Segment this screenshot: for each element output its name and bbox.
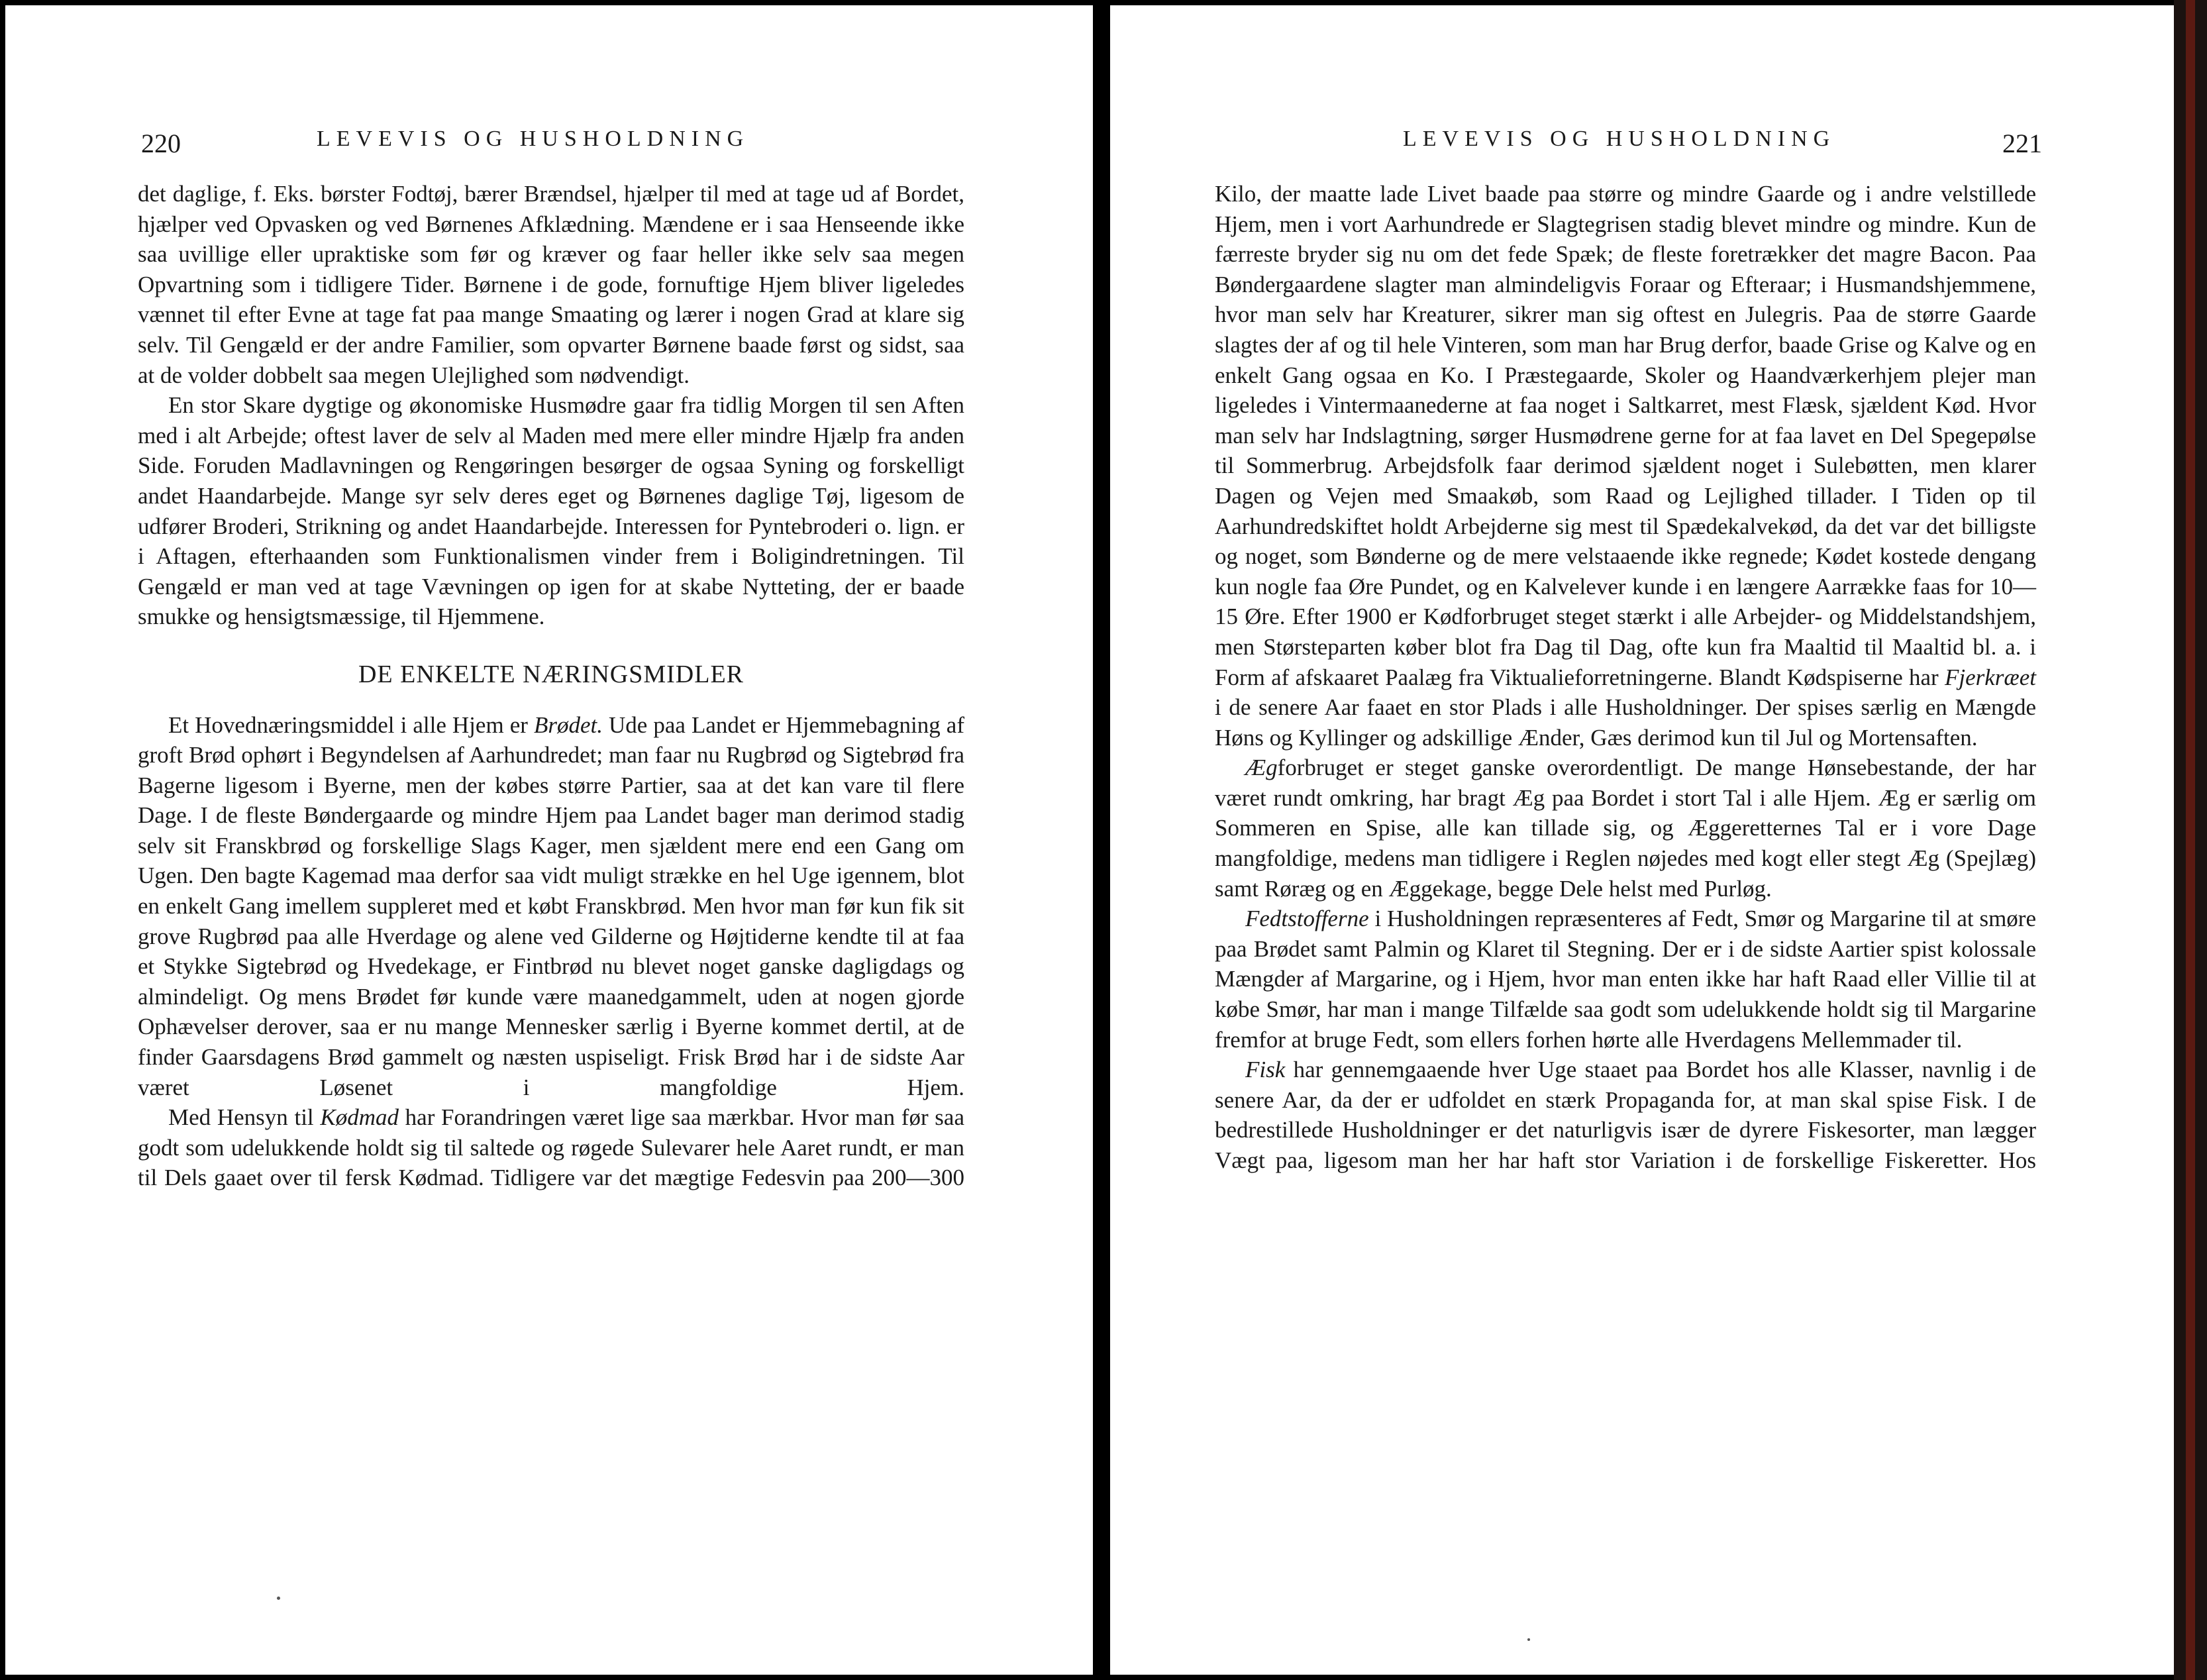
paragraph-4-body: har Forandringen været lige saa mærkbar. Hvor man før saa godt som udelukkende holdt sig til saltede og røgede Sulevarer hele Aaret rundt, er man til Dels gaaet over til fersk Kødmad. Tidligere var det mægtige Fedesvin paa 200—300 bbox=[138, 1104, 964, 1191]
page-number-right: 221 bbox=[2002, 129, 2042, 158]
paragraph-2-body: forbruget er steget ganske overordentligt. De mange Hønsebestande, der har været rundt omkring, har bragt Æg paa Bordet i stort Tal i alle Hjem. Æg er særlig om Sommeren en Spise, alle kan tillade sig, og Æggeretternes Tal er i vore Dage mangfoldige, medens man tidligere i Reglen nøjedes med kogt eller stegt Æg (Spejlæg) samt Røræg og en Æggekage, begge Dele helst med Purløg. bbox=[1215, 755, 2036, 902]
running-head-left: LEVEVIS OG HUSHOLDNING bbox=[317, 127, 750, 151]
paragraph-3-lead: Et Hovednæringsmiddel i alle Hjem er bbox=[168, 711, 534, 738]
paragraph-3-body: Ude paa Landet er Hjemmebagning af groft Brød ophørt i Begyndelsen af Aarhundredet; man faar nu Rugbrød og Sigtebrød fra Bagerne ligesom i Byerne, men der købes større Partier, saa at det kan vare til flere Dage. I de fleste Bøndergaarde og mindre Hjem paa Landet bager man derimod stadig selv sit Franskbrød og forskellige Slags Kager, men sjældent mere end een Gang om Ugen. Den bagte Kagemad maa derfor saa vidt muligt strække en hel Uge igennem, blot en enkelt Gang imellem suppleret med et købt Franskbrød. Men hvor man før kun fik sit grove Rugbrød paa alle Hverdage og alene ved Gilderne og Højtiderne kendte til at faa et Stykke Sigtebrød og Hvedekage, er Fintbrød nu blevet noget ganske dagligdags og almindeligt. Og mens Brødet før kunde være maanedgammelt, uden at nogen gjorde Ophævelser derover, saa er nu mange Mennesker særlig i Byerne kommet dertil, at de finder Gaarsdagens Brød gammelt og næsten uspiseligt. Frisk Brød har i de sidste Aar været Løsenet i mangfoldige Hjem. bbox=[138, 711, 964, 1100]
paragraph-2 bbox=[1215, 753, 2036, 904]
right-page-body bbox=[1215, 179, 2036, 1176]
paragraph-2: En stor Skare dygtige og økonomiske Husmødre gaar fra tidlig Morgen til sen Aften med i alt Arbejde; oftest laver de selv al Maden med mere eller mindre Hjælp fra anden Side. Foruden Madlavningen og Rengøringen besørger de ogsaa Syning og forskelligt andet Haandarbejde. Mange syr selv deres eget og Børnenes daglige Tøj, ligesom de udfører Broderi, Strikning og andet Haandarbejde. Interessen for Pyntebroderi o. lign. er i Aftagen, efterhaanden som Funktionalismen vinder frem i Boligindretningen. Til Gengæld er man ved at tage Vævningen op igen for at skabe Nytteting, der er baade smukke og hensigtsmæssige, til Hjemmene. bbox=[138, 392, 964, 630]
paragraph-1-emphasis: Fjerkræet bbox=[1944, 664, 2036, 690]
paper-speck bbox=[277, 1597, 280, 1600]
paragraph-1 bbox=[1215, 179, 2036, 753]
paragraph-3 bbox=[138, 710, 964, 1103]
paragraph-4 bbox=[1215, 1055, 2036, 1175]
paragraph-3-emphasis: Fedtstofferne bbox=[1245, 906, 1369, 932]
paragraph-1-body: i de senere Aar faaet en stor Plads i alle Husholdninger. Der spises særlig en Mængde Høns og Kyllinger og adskillige Ænder, Gæs derimod kun til Jul og Mortensaften. bbox=[1215, 694, 2036, 751]
paragraph-2-emphasis: Æg bbox=[1245, 755, 1278, 781]
paragraph-3 bbox=[1215, 904, 2036, 1055]
scan-edge bbox=[2174, 0, 2207, 1680]
left-page-body bbox=[138, 179, 964, 1193]
right-page bbox=[1110, 5, 2174, 1675]
paper-speck bbox=[1527, 1638, 1530, 1641]
left-page bbox=[5, 5, 1093, 1675]
left-page-header bbox=[5, 121, 1093, 161]
paragraph-1: det daglige, f. Eks. børster Fodtøj, bærer Brændsel, hjælper til med at tage ud af Bordet, hjælper ved Opvasken og ved Børnenes Afklædning. Mændene er i saa Henseende ikke saa uvillige eller upraktiske som før og kræver og faar heller ikke selv saa megen Opvartning som i tidligere Tider. Børnene i de gode, fornuftige Hjem bliver ligeledes vænnet til efter Evne at tage fat paa mange Smaating og lærer i nogen Grad at klare sig selv. Til Gengæld er der andre Familier, som opvarter Børnene baade først og sidst, saa at de volder dobbelt saa megen Ulejlighed som nødvendigt. bbox=[138, 181, 964, 388]
paragraph-1-lead: Kilo, der maatte lade Livet baade paa større og mindre Gaarde og i andre velstillede Hjem, men i vort Aarhundrede er Slagtegrisen stadig blevet mindre og mindre. Kun de færreste bryder sig nu om det fede Spæk; de fleste foretrækker det magre Bacon. Paa Bøndergaardene slagter man almindeligvis Foraar og Efteraar; i Husmandshjemmene, hvor man selv har Kreaturer, sikrer man sig oftest en Julegris. Paa de større Gaarde slagtes der af og til hele Vinteren, som man har Brug derfor, baade Grise og Kalve og en enkelt Gang ogsaa en Ko. I Præstegaarde, Skoler og Haandværkerhjem plejer man ligeledes i Vintermaanederne at faa noget i Saltkarret, mest Flæsk, sjældent Kød. Hvor man selv har Indslagtning, sørger Husmødrene gerne for at faa lavet en Del Spegepølse til Sommerbrug. Arbejdsfolk faar derimod sjældent noget i Sulebøtten, men klarer Dagen og Vejen med Smaakøb, som Raad og Lejlighed tillader. I Tiden op til Aarhundredskiftet holdt Arbejderne sig mest til Spædekalvekød, da det var det billigste og noget, som Bønderne og de mere velstaaende ikke regnede; Kødet kostede dengang kun nogle faa Øre Pundet, og en Kalvelever kunde i en længere Aarrække faas for 10—15 Øre. Efter 1900 er Kødforbruget steget stærkt i alle Arbejder- og Middelstandshjem, men Størsteparten køber blot fra Dag til Dag, ofte kun fra Maaltid til Maaltid bl. a. i Form af afskaaret Paalæg fra Viktualieforretningerne. Blandt Kødspiserne har bbox=[1215, 181, 2036, 690]
paragraph-4-emphasis: Fisk bbox=[1245, 1057, 1286, 1083]
paragraph-4-lead: Med Hensyn til bbox=[168, 1104, 321, 1131]
section-heading: DE ENKELTE NÆRINGSMIDLER bbox=[358, 660, 744, 688]
paragraph-4 bbox=[138, 1102, 964, 1193]
paragraph-3-emphasis: Brødet. bbox=[533, 711, 603, 738]
paragraph-3-body: i Husholdningen repræsenteres af Fedt, Smør og Margarine til at smøre paa Brødet samt Palmin og Klaret til Stegning. Der er i de sidste Aartier spist kolossale Mængder af Margarine, og i Hjem, hvor man enten ikke har haft Raad eller Villie til at købe Smør, har man i mange Tilfælde saa godt som udelukkende holdt sig til Margarine fremfor at bruge Fedt, som ellers forhen hørte alle Hverdagens Mellemmader til. bbox=[1215, 906, 2036, 1053]
running-head-right: LEVEVIS OG HUSHOLDNING bbox=[1403, 127, 1836, 151]
page-number-left: 220 bbox=[141, 129, 181, 158]
paragraph-4-emphasis: Kødmad bbox=[320, 1104, 399, 1131]
right-page-header bbox=[1110, 121, 2174, 161]
scan-edge-inner bbox=[2186, 0, 2195, 1680]
paragraph-4-body: har gennemgaaende hver Uge staaet paa Bordet hos alle Klasser, navnlig i de senere Aar, da der er udfoldet en stærk Propaganda for, at man skal spise Fisk. I de bedrestillede Husholdninger er det naturligvis især de dyrere Fiskesorter, man lægger Vægt paa, ligesom man her har haft stor Variation i de forskellige Fiskeretter. Hos bbox=[1215, 1057, 2036, 1173]
